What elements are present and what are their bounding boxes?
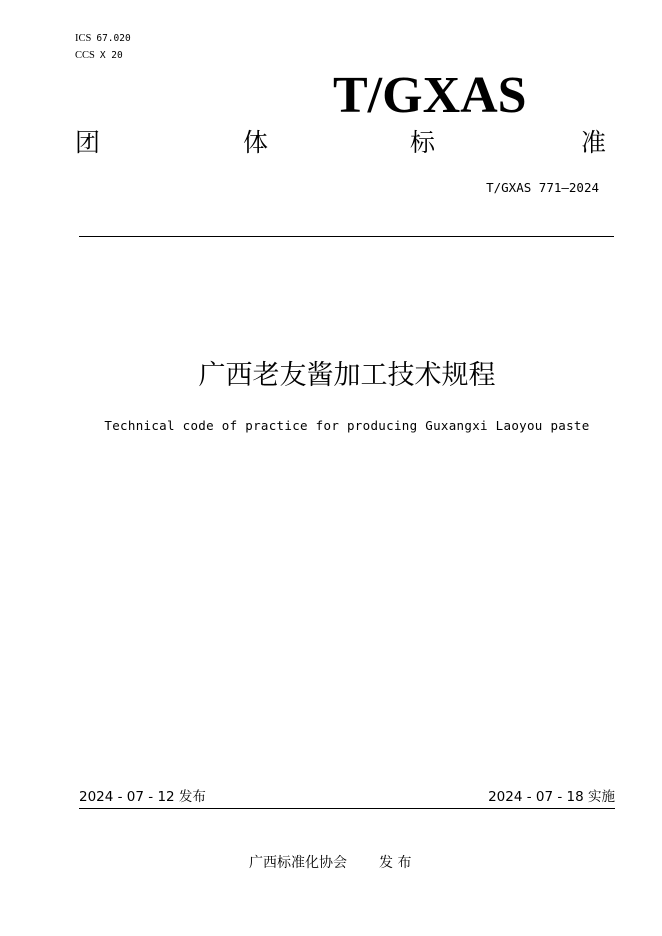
issue-date: 2024 - 07 - 12 发布 — [79, 789, 206, 805]
header-divider — [79, 236, 614, 237]
ics-code: 67.020 — [96, 33, 131, 44]
standard-type-char-1: 团 — [75, 128, 101, 157]
ccs-label: CCS — [75, 50, 95, 61]
standard-brand-logo: T/GXAS — [333, 67, 527, 124]
document-number: T/GXAS 771—2024 — [486, 180, 599, 195]
publisher — [249, 854, 411, 872]
ccs-code: X 20 — [99, 50, 123, 61]
ics-classification — [75, 33, 131, 45]
publisher-action: 发 布 — [379, 855, 412, 871]
document-title-chinese: 广西老友酱加工技术规程 — [198, 360, 496, 391]
ics-label: ICS — [75, 33, 92, 44]
standard-type-char-2: 体 — [243, 128, 269, 157]
ccs-classification — [75, 50, 123, 62]
footer-divider — [79, 808, 615, 809]
standard-type-char-3: 标 — [410, 128, 436, 157]
document-title-english: Technical code of practice for producing Guxangxi Laoyou paste — [104, 418, 590, 433]
implementation-date: 2024 - 07 - 18 实施 — [488, 789, 615, 805]
standard-type-char-4: 准 — [581, 128, 607, 157]
publisher-name: 广西标准化协会 — [249, 855, 347, 871]
